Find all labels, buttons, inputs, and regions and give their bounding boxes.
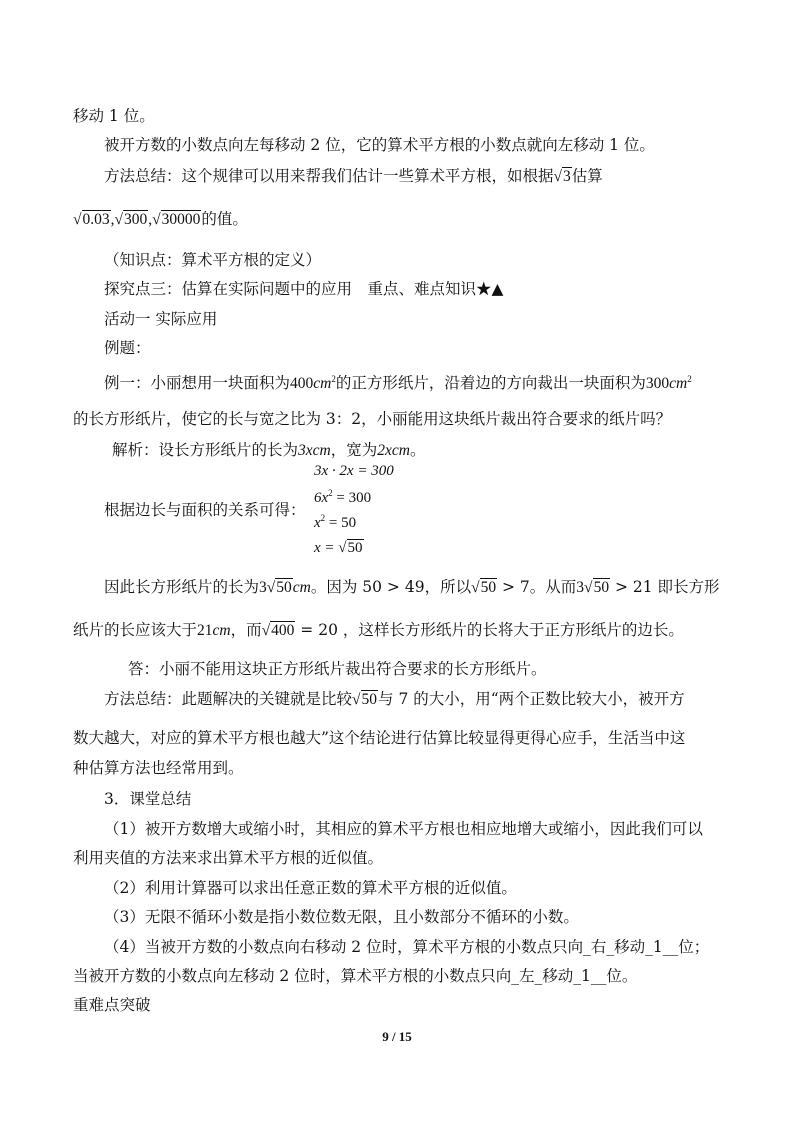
activity-heading: 活动一 实际应用 xyxy=(104,310,218,328)
text-line: 因此长方形纸片的长为3√50cm。因为 50 > 49，所以√50 > 7。从而3√50 > 21 即长方形 xyxy=(104,578,720,596)
sqrt-expression: √3 xyxy=(553,168,571,185)
page-number: 9 / 15 xyxy=(382,1029,412,1044)
text-line: 的长方形纸片，使它的长与宽之比为 3：2，小丽能用这块纸片裁出符合要求的纸片吗？ xyxy=(73,410,672,428)
text-span: 估算 xyxy=(571,167,603,185)
section-heading: 重难点突破 xyxy=(73,996,151,1014)
method-summary-line xyxy=(104,165,603,188)
text-line: （3）无限不循环小数是指小数位数无限，且小数部分不循环的小数。 xyxy=(104,908,579,926)
equation-3: $x^2 = 50$ xyxy=(314,513,357,531)
text-line: 纸片的长应该大于21cm，而√400 = 20 ，这样长方形纸片的长将大于正方形纸片的边长。 xyxy=(73,621,684,639)
sqrt-list-line: √0.03,√300,√30000的值。 xyxy=(73,208,248,231)
answer-line: 答：小丽不能用这块正方形纸片裁出符合要求的长方形纸片。 xyxy=(128,660,547,678)
text-span: 的值。 xyxy=(201,210,248,228)
section-heading: 探究点三：估算在实际问题中的应用 重点、难点知识★▲ xyxy=(104,280,504,298)
text-line: （1）被开方数增大或缩小时，其相应的算术平方根也相应地增大或缩小，因此我们可以 xyxy=(104,820,703,838)
method-summary-line: 方法总结：此题解决的关键就是比较√50与 7 的大小，用“两个正数比较大小，被开方 xyxy=(104,690,685,708)
text-line: 根据边长与面积的关系可得： xyxy=(104,501,306,519)
equation-1: 3x · 2x = 300 xyxy=(314,463,394,479)
section-heading: 3．课堂总结 xyxy=(104,790,192,808)
equation-2: $6x^2 = 300$ xyxy=(314,488,372,506)
text-span: 方法总结：这个规律可以用来帮我们估计一些算术平方根，如根据 xyxy=(104,167,554,185)
example-line: 例一：小丽想用一块面积为$400cm^2$的正方形纸片，沿着边的方向裁出一块面积为$300cm^2$ xyxy=(104,374,692,392)
text-line: 当被开方数的小数点向左移动 2 位时，算术平方根的小数点只向_左_移动_1__位。 xyxy=(73,967,638,985)
sqrt-expression: √0.03 xyxy=(73,211,110,228)
sqrt-expression: √30000 xyxy=(152,211,201,228)
text-line: 利用夹值的方法来求出算术平方根的近似值。 xyxy=(73,849,384,867)
analysis-line: 解析：设长方形纸片的长为3xcm，宽为2xcm。 xyxy=(112,441,426,459)
equation-4: x = √50 xyxy=(314,540,363,556)
knowledge-point: （知识点：算术平方根的定义） xyxy=(104,251,322,269)
text-line: 数大越大，对应的算术平方根也越大”这个结论进行估算比较显得更得心应手，生活当中这 xyxy=(73,729,686,747)
text-line: 被开方数的小数点向左每移动 2 位，它的算术平方根的小数点就向左移动 1 位。 xyxy=(104,136,655,154)
text-line: （2）利用计算器可以求出任意正数的算术平方根的近似值。 xyxy=(104,879,517,897)
example-label: 例题： xyxy=(104,339,151,357)
text-line: （4）当被开方数的小数点向右移动 2 位时，算术平方根的小数点只向_右_移动_1__位； xyxy=(104,938,710,956)
text-line: 种估算方法也经常用到。 xyxy=(73,759,244,777)
sqrt-expression: √300 xyxy=(114,211,148,228)
text-line: 移动 1 位。 xyxy=(73,107,155,125)
